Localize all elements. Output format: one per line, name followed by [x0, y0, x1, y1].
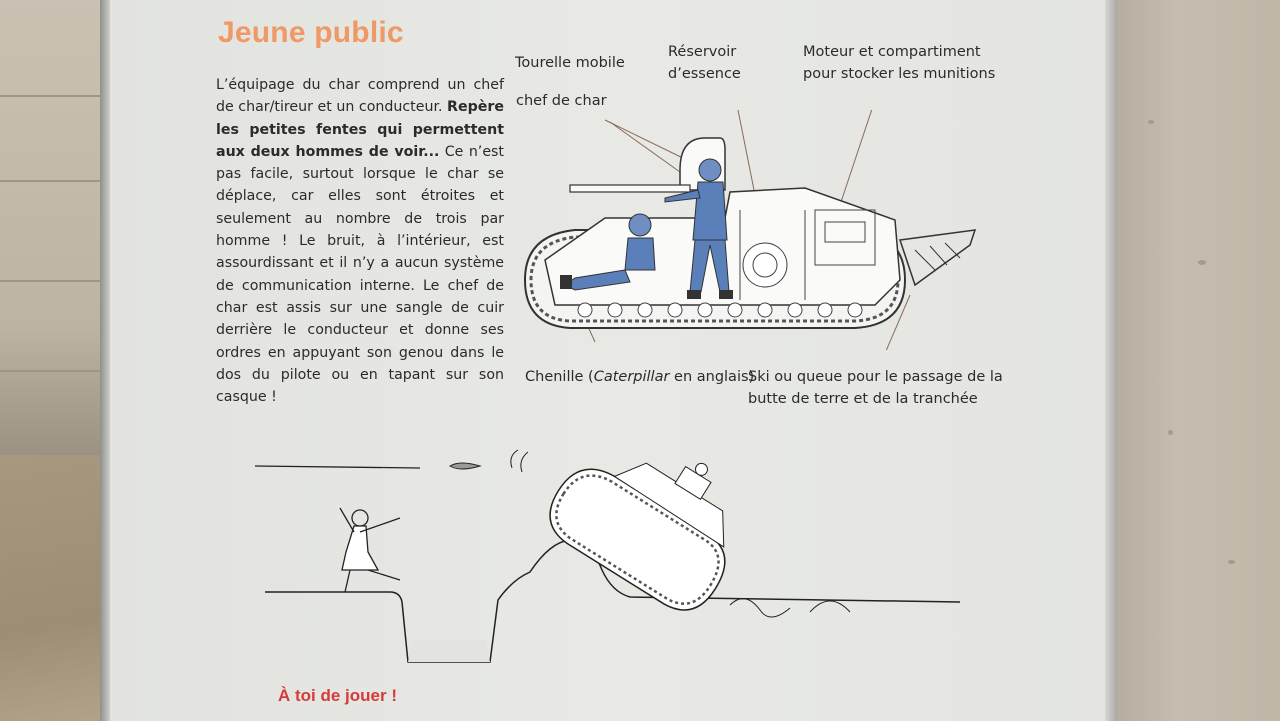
label-ski: Ski ou queue pour le passage de la butte de terre et de la tranchée [748, 369, 1003, 407]
tank-cutaway-illustration [515, 110, 985, 350]
panel-title: Jeune public [218, 16, 404, 49]
label-moteur: Moteur et compartiment pour stocker les munitions [803, 44, 996, 82]
barbed-wire [730, 599, 850, 617]
trench-crossing-illustration [250, 440, 970, 680]
label-chef-de-char: chef de char [516, 93, 607, 109]
impact-marks [511, 450, 528, 472]
climbing-tank [537, 440, 768, 623]
bullet-trail [255, 466, 420, 468]
label-reservoir: Réservoir d’essence [668, 44, 741, 82]
bullet [450, 463, 480, 469]
label-chenille: Chenille (Caterpillar en anglais) [525, 369, 755, 385]
label-tourelle: Tourelle mobile [515, 55, 625, 71]
running-soldier [340, 508, 400, 592]
call-to-action: À toi de jouer ! [278, 686, 397, 705]
panel-edge-right [1105, 0, 1117, 721]
machine-gun [570, 185, 690, 192]
tail-ski [900, 230, 975, 285]
panel-paragraph: L’équipage du char comprend un chef de char/tireur et un conducteur. Repère les petites fentes qui permettent aux deux hommes de voir... Ce n’est pas facile, surtout lorsque le char se déplace, car elles sont étroites et seulement au nombre de trois par homme ! Le bruit, à l’intérieur, est assourdissant et il n’y a aucun système de communication interne. Le chef de char est assis sur une sangle de cuir derrière le conducteur et donne ses ordres en appuyant son genou dans le dos du pilote ou en tapant sur son casque ! [216, 77, 504, 406]
stone-wall-right [1108, 0, 1280, 721]
